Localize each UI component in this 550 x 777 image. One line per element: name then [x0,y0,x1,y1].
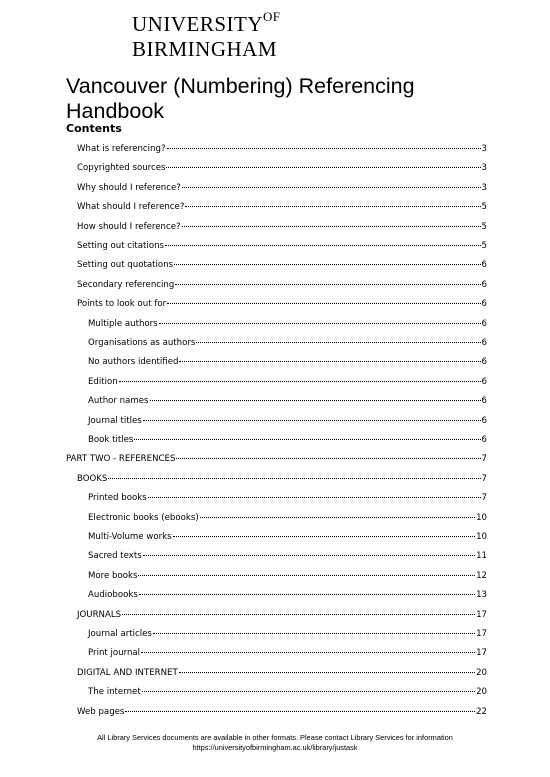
toc-entry-page: 20 [476,687,487,698]
toc-leader-dots [143,555,475,556]
toc-entry[interactable] [77,260,487,274]
toc-entry-page: 7 [481,473,487,484]
toc-entry-title: Journal titles [88,415,142,426]
toc-leader-dots [108,478,480,479]
toc-entry-page: 17 [476,648,487,659]
toc-leader-dots [175,284,480,285]
toc-entry-title: Copyrighted sources [77,163,166,174]
toc-entry-title: Web pages [77,706,125,717]
logo-line-1 [132,9,281,36]
toc-leader-dots [148,497,481,498]
toc-entry-page: 6 [481,435,487,445]
toc-entry-page: 17 [476,609,487,620]
toc-entry-title: Multi-Volume works [88,532,172,542]
toc-entry-page: 20 [476,667,487,678]
logo-line-2: BIRMINGHAM [132,37,278,61]
toc-entry[interactable] [88,396,487,410]
toc-leader-dots [174,264,480,265]
toc-entry-page: 3 [481,182,487,193]
toc-leader-dots [166,167,480,168]
toc-entry[interactable] [88,416,487,430]
toc-entry-page: 6 [481,260,487,271]
document-title: Vancouver (Numbering) Referencing Handbook [66,74,415,123]
toc-leader-dots [173,536,475,537]
toc-entry-page: 6 [481,396,487,407]
toc-entry[interactable] [88,357,487,371]
logo-of-text: OF [263,9,281,24]
toc-entry-title: Printed books [88,493,147,504]
toc-leader-dots [141,652,475,653]
toc-leader-dots [182,187,481,188]
toc-entry-title: Organisations as authors [88,338,196,348]
toc-leader-dots [196,342,480,343]
toc-entry[interactable] [88,571,487,585]
toc-entry[interactable] [88,435,487,449]
toc-entry-page: 10 [476,512,487,523]
toc-leader-dots [138,575,475,576]
toc-entry-title: How should I reference? [77,221,181,232]
toc-leader-dots [167,148,481,149]
toc-entry[interactable] [77,144,487,158]
toc-leader-dots [150,400,481,401]
toc-leader-dots [159,323,481,324]
toc-entry-title: More books [88,570,138,581]
toc-entry[interactable] [77,183,487,197]
toc-entry[interactable] [77,222,487,236]
toc-entry-page: 22 [476,706,487,717]
toc-entry-title: No authors identified [88,357,179,368]
toc-leader-dots [165,245,481,246]
toc-entry[interactable] [88,648,487,662]
toc-entry[interactable] [66,454,487,468]
toc-entry-page: 6 [481,279,487,290]
toc-entry[interactable] [88,513,487,527]
toc-entry-title: Journal articles [88,629,152,639]
toc-entry[interactable] [88,532,487,546]
toc-leader-dots [153,633,475,634]
toc-entry[interactable] [88,319,487,333]
logo-university-text: UNIVERSITY [132,12,263,36]
toc-entry-page: 5 [481,202,487,213]
toc-leader-dots [167,303,480,304]
toc-leader-dots [176,458,480,459]
toc-entry-page: 7 [481,454,487,465]
toc-entry-title: Setting out citations [77,241,164,251]
toc-entry-title: PART TWO - REFERENCES [66,454,176,465]
toc-entry[interactable] [77,163,487,177]
footer-notice: All Library Services documents are available in other formats. Please contact Library Services for information [97,733,453,742]
toc-entry-title: DIGITAL AND INTERNET [77,667,178,678]
toc-entry-page: 5 [481,241,487,251]
toc-leader-dots [200,517,475,518]
toc-leader-dots [179,361,480,362]
toc-entry-title: What is referencing? [77,144,166,154]
toc-entry-title: Sacred texts [88,551,142,562]
toc-entry[interactable] [77,474,487,488]
toc-entry-page: 6 [481,338,487,348]
toc-entry-page: 6 [481,357,487,368]
toc-entry-page: 3 [481,163,487,174]
toc-leader-dots [134,439,480,440]
toc-entry-page: 6 [481,299,487,310]
toc-entry-page: 6 [481,318,487,329]
toc-entry-title: JOURNALS [77,609,122,620]
toc-entry[interactable] [77,202,487,216]
university-logo [132,9,281,61]
toc-leader-dots [125,711,475,712]
toc-entry-title: Secondary referencing [77,279,175,290]
toc-leader-dots [122,614,475,615]
toc-leader-dots [143,420,481,421]
toc-entry-page: 11 [476,551,487,562]
toc-leader-dots [142,691,475,692]
toc-entry-page: 17 [476,629,487,639]
toc-entry-title: Author names [88,396,149,407]
toc-entry[interactable] [88,493,487,507]
toc-leader-dots [185,206,480,207]
toc-entry[interactable] [77,668,487,682]
toc-entry[interactable] [88,377,487,391]
footer-link[interactable]: https://universityofbirmingham.ac.uk/library/justask [192,743,358,752]
toc-entry-title: What should I reference? [77,202,185,213]
footer [0,733,550,753]
toc-entry-title: Audiobooks [88,590,138,601]
toc-entry-page: 13 [476,590,487,601]
toc-leader-dots [179,672,475,673]
toc-entry-page: 12 [476,570,487,581]
toc-entry-title: Print journal [88,648,141,659]
toc-entry-page: 6 [481,415,487,426]
toc-entry-title: Setting out quotations [77,260,174,271]
toc-entry-title: Multiple authors [88,318,158,329]
contents-heading: Contents [66,122,122,135]
toc-entry-title: BOOKS [77,473,108,484]
toc-entry-title: Book titles [88,435,134,445]
toc-entry-title: The internet [88,687,141,698]
toc-entry[interactable] [88,338,487,352]
toc-entry-page: 7 [481,493,487,504]
toc-leader-dots [139,594,475,595]
toc-entry[interactable] [77,280,487,294]
toc-entry[interactable] [77,299,487,313]
toc-entry-page: 3 [481,144,487,154]
toc-entry-title: Why should I reference? [77,182,181,193]
toc-entry[interactable] [88,629,487,643]
toc-leader-dots [119,381,481,382]
toc-leader-dots [182,226,481,227]
toc-entry[interactable] [88,687,487,701]
toc-entry-page: 6 [481,376,487,387]
toc-entry[interactable] [77,610,487,624]
toc-entry-title: Electronic books (ebooks) [88,512,199,523]
toc-entry[interactable] [77,707,487,721]
toc-entry[interactable] [88,590,487,604]
toc-entry-title: Edition [88,376,118,387]
toc-entry[interactable] [77,241,487,255]
toc-entry-page: 5 [481,221,487,232]
toc-entry-title: Points to look out for [77,299,167,310]
toc-entry[interactable] [88,551,487,565]
toc-entry-page: 10 [476,532,487,542]
